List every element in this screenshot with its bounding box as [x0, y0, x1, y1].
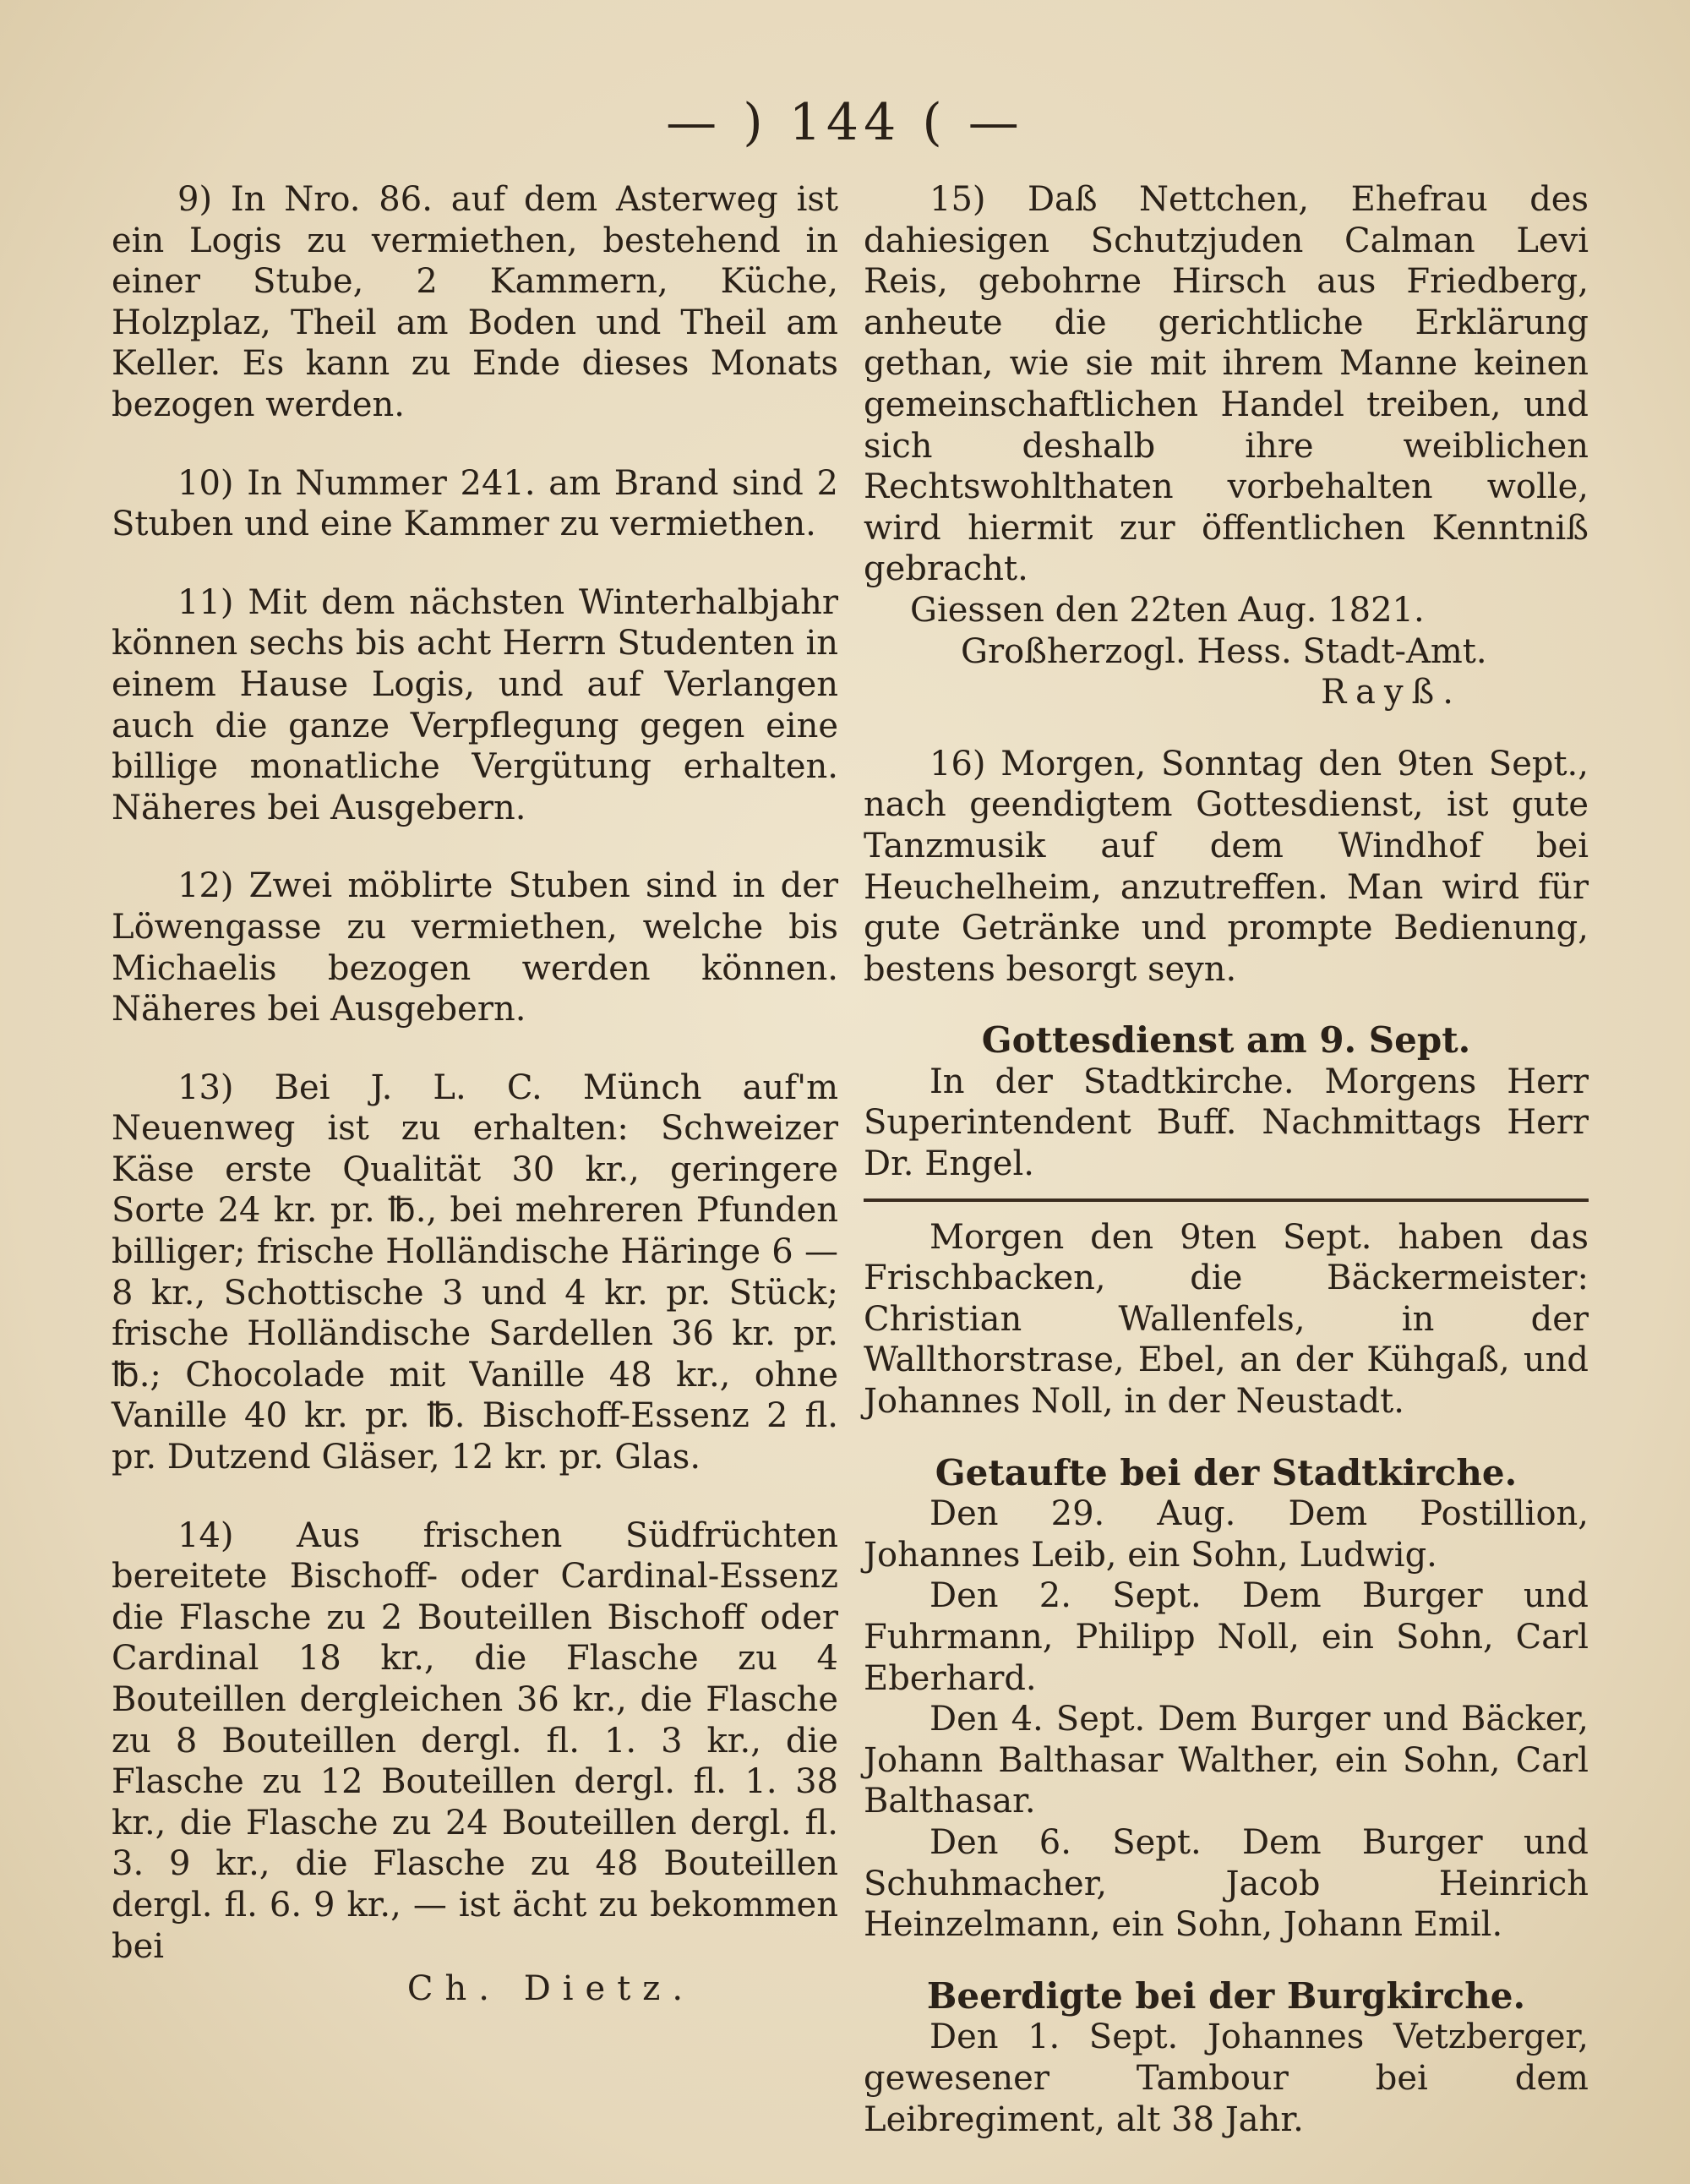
gottesdienst-title: Gottesdienst am 9. Sept.: [981, 1019, 1471, 1062]
list-item: Den 4. Sept. Dem Burger und Bäcker, Johann Balthasar Walther, ein Sohn, Carl Balthasar.: [864, 1700, 1589, 1821]
notice-9: 9) In Nro. 86. auf dem Asterweg ist ein Logis zu vermiethen, bestehend in einer Stube, 2 Kammern, Küche, Holzplaz, Theil am Boden und Theil am Keller. Es kann zu Ende dieses Monats bezogen werden.: [112, 180, 838, 424]
notice-13: 13) Bei J. L. C. Münch auf'm Neuenweg ist zu erhalten: Schweizer Käse erste Qualität 30 kr., geringere Sorte 24 kr. pr. ℔., bei mehreren Pfunden billiger; frische Holländische Häringe 6 — 8 kr., Schottische 3 und 4 kr. pr. Stück; frische Holländische Sardellen 36 kr. pr. ℔.; Chocolade mit Vanille 48 kr., ohne Vanille 40 kr. pr. ℔. Bischoff-Essenz 2 fl. pr. Dutzend Gläser, 12 kr. pr. Glas.: [112, 1067, 838, 1477]
beerdigte-title: Beerdigte bei der Burgkirche.: [926, 1974, 1526, 2017]
list-item: Den 2. Sept. Dem Burger und Fuhrmann, Philipp Noll, ein Sohn, Carl Eberhard.: [864, 1576, 1589, 1698]
right-column: [864, 179, 1589, 2140]
notice-14: 14) Aus frischen Südfrüchten bereitete Bischoff- oder Cardinal-Essenz die Flasche zu 2 Bouteillen Bischoff oder Cardinal 18 kr., die Flasche zu 4 Bouteillen dergleichen 36 kr., die Flasche zu 8 Bouteillen dergl. fl. 1. 3 kr., die Flasche zu 12 Bouteillen dergl. fl. 1. 38 kr., die Flasche zu 24 Bouteillen dergl. fl. 3. 9 kr., die Flasche zu 48 Bouteillen dergl. fl. 6. 9 kr., — ist ächt zu bekommen bei Ch. Dietz.: [112, 1515, 838, 2009]
getaufte-section: [864, 1453, 1589, 1946]
notice-15-authority: Großherzogl. Hess. Stadt-Amt.: [961, 631, 1487, 671]
list-item: Den 1. Sept. Johannes Vetzberger, gewesener Tambour bei dem Leibregiment, alt 38 Jahr.: [864, 2017, 1589, 2139]
section-divider: [864, 1198, 1589, 1202]
notice-15-place-date: Giessen den 22ten Aug. 1821.: [910, 590, 1425, 630]
notice-15-name: Rayß.: [1321, 673, 1462, 713]
notice-16: 16) Morgen, Sonntag den 9ten Sept., nach geendigtem Gottesdienst, ist gute Tanzmusik auf dem Windhof bei Heuchelheim, anzutreffen. Man wird für gute Getränke und prompte Bedienung, bestens besorgt seyn.: [864, 744, 1589, 989]
notice-10: 10) In Nummer 241. am Brand sind 2 Stuben und eine Kammer zu vermiethen.: [112, 463, 838, 544]
notice-15: 15) Daß Nettchen, Ehefrau des dahiesigen Schutzjuden Calman Levi Reis, gebohrne Hirsch aus Friedberg, anheute die gerichtliche Erklärung gethan, wie sie mit ihrem Manne keinen gemeinschaftlichen Handel treiben, und sich deshalb ihre weiblichen Rechtswohlthaten vorbehalten wolle, wird hiermit zur öffentlichen Kenntniß gebracht. Giessen den 22ten Aug. 1821. Großherzogl. Hess. Stadt-Amt. Rayß.: [864, 180, 1589, 713]
notice-14-signature: Ch. Dietz.: [406, 1969, 695, 2009]
list-item: Den 29. Aug. Dem Postillion, Johannes Leib, ein Sohn, Ludwig.: [864, 1494, 1589, 1575]
left-column: [112, 179, 838, 2047]
gottesdienst-section: [864, 1020, 1589, 1184]
notice-11: 11) Mit dem nächsten Winterhalbjahr können sechs bis acht Herrn Studenten in einem Hause Logis, und auf Verlangen auch die ganze Verpflegung gegen eine billige monatliche Vergütung erhalten. Näheres bei Ausgebern.: [112, 582, 838, 827]
page-number-header: — ) 144 ( —: [666, 93, 1024, 152]
getaufte-title: Getaufte bei der Stadtkirche.: [935, 1451, 1518, 1493]
notice-12: 12) Zwei möblirte Stuben sind in der Löwengasse zu vermiethen, welche bis Michaelis bezogen werden können. Näheres bei Ausgebern.: [112, 866, 838, 1029]
baecker-section: Morgen den 9ten Sept. haben das Frischbacken, die Bäckermeister: Christian Wallenfels, in der Wallthorstrase, Ebel, an der Kühgaß, und Johannes Noll, in der Neustadt.: [864, 1217, 1589, 1422]
gottesdienst-text: In der Stadtkirche. Morgens Herr Superintendent Buff. Nachmittags Herr Dr. Engel.: [864, 1062, 1589, 1184]
list-item: Den 6. Sept. Dem Burger und Schuhmacher, Jacob Heinrich Heinzelmann, ein Sohn, Johann Emil.: [864, 1822, 1589, 1945]
beerdigte-section: [864, 1976, 1589, 2140]
